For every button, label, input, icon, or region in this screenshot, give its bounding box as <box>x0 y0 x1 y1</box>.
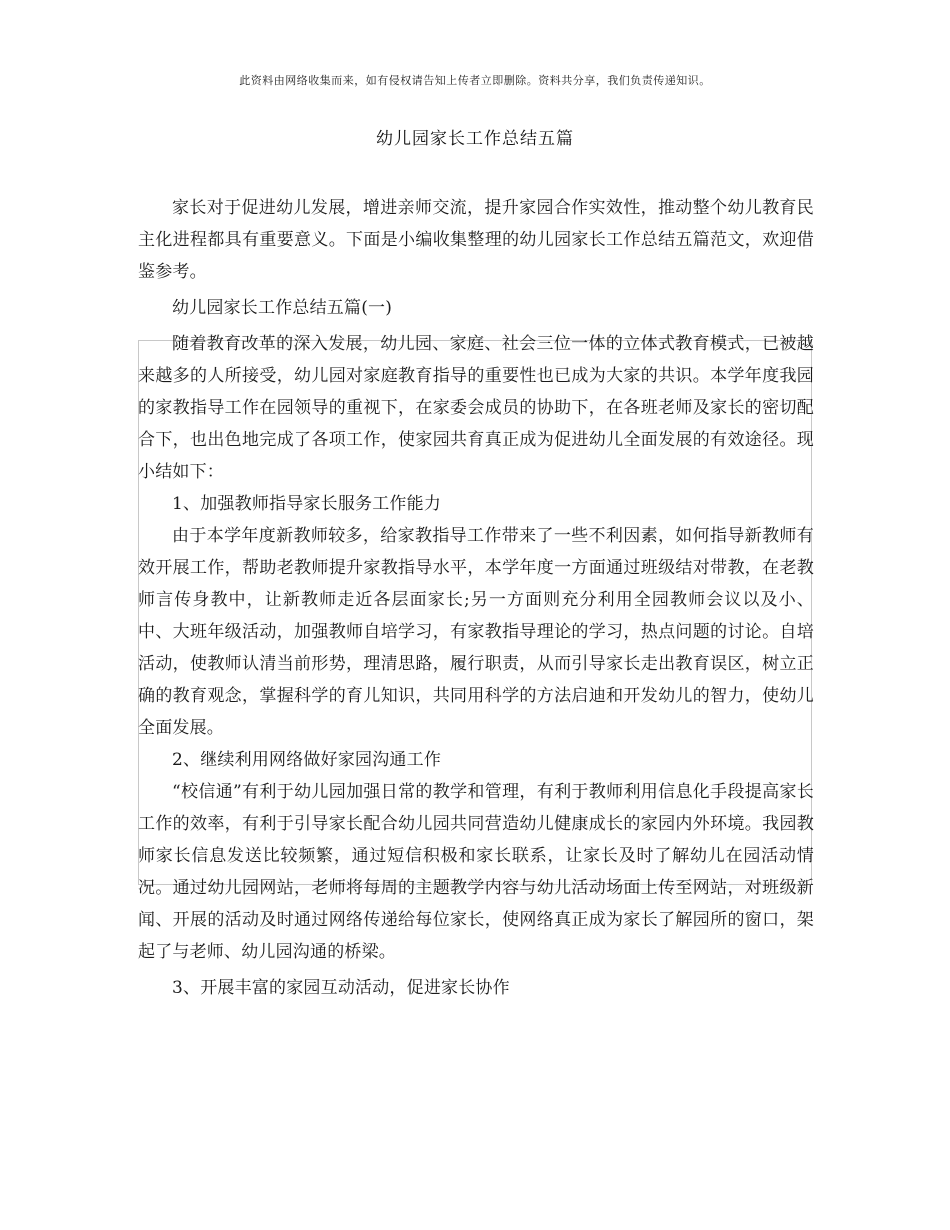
document-title: 幼儿园家长工作总结五篇 <box>376 129 574 149</box>
subheading-3: 3、开展丰富的家园互动活动，促进家长协作 <box>172 978 510 998</box>
section-heading-1: 幼儿园家长工作总结五篇(一) <box>172 298 393 318</box>
body-paragraph: 由于本学年度新教师较多，给家教指导工作带来了一些不利因素，如何指导新教师有效开展工作，帮助老教师提升家教指导水平，本学年度一方面通过班级结对带教，在老教师言传身教中，让新教师走近各层面家长;另一方面则充分利用全园教师会议以及小、中、大班年级活动，加强教师自培学习，有家教指导理论的学习，热点问题的讨论。自培活动，使教师认清当前形势，理清思路，履行职责，从而引导家长走出教育误区，树立正确的教育观念，掌握科学的育儿知识，共同用科学的方法启迪和开发幼儿的智力，使幼儿全面发展。 <box>138 526 814 738</box>
document-body <box>138 192 814 1004</box>
body-paragraph: 随着教育改革的深入发展，幼儿园、家庭、社会三位一体的立体式教育模式，已被越来越多的人所接受，幼儿园对家庭教育指导的重要性也已成为大家的共识。本学年度我园的家教指导工作在园领导的重视下，在家委会成员的协助下，在各班老师及家长的密切配合下，也出色地完成了各项工作，使家园共育真正成为促进幼儿全面发展的有效途径。现小结如下： <box>138 334 814 482</box>
header-note: 此资料由网络收集而来，如有侵权请告知上传者立即删除。资料共分享，我们负责传递知识。 <box>239 74 711 87</box>
subheading-1: 1、加强教师指导家长服务工作能力 <box>172 494 442 514</box>
subheading-2: 2、继续利用网络做好家园沟通工作 <box>172 750 442 770</box>
intro-paragraph: 家长对于促进幼儿发展，增进亲师交流，提升家园合作实效性，推动整个幼儿教育民主化进程都具有重要意义。下面是小编收集整理的幼儿园家长工作总结五篇范文，欢迎借鉴参考。 <box>138 198 814 282</box>
body-paragraph: “校信通”有利于幼儿园加强日常的教学和管理，有利于教师利用信息化手段提高家长工作的效率，有利于引导家长配合幼儿园共同营造幼儿健康成长的家园内外环境。我园教师家长信息发送比较频繁，通过短信积极和家长联系，让家长及时了解幼儿在园活动情况。通过幼儿园网站，老师将每周的主题教学内容与幼儿活动场面上传至网站，对班级新闻、开展的活动及时通过网络传递给每位家长，使网络真正成为家长了解园所的窗口，架起了与老师、幼儿园沟通的桥梁。 <box>138 782 814 962</box>
